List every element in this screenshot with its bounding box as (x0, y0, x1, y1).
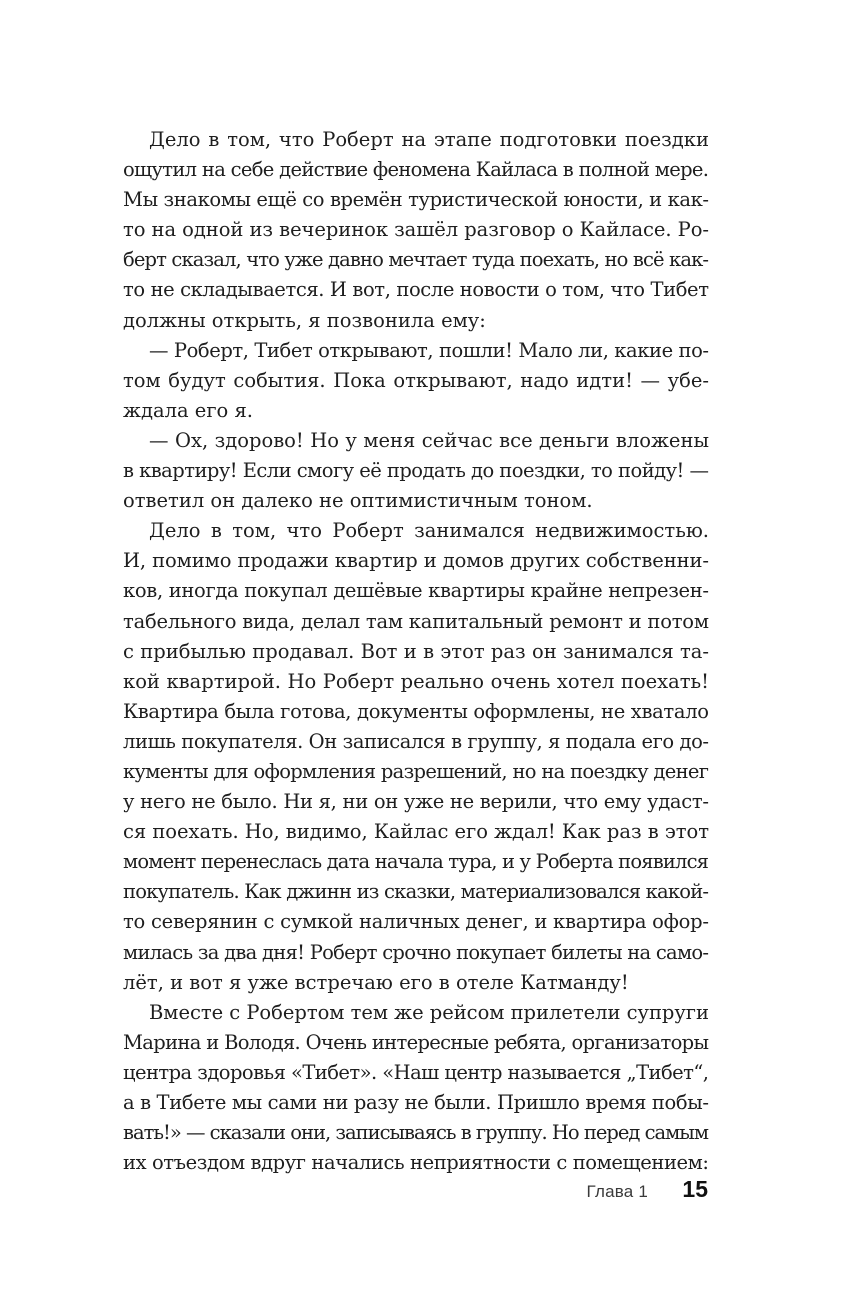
text-line: покупатель. Как джинн из сказки, материализовался какой- (123, 880, 709, 904)
text-line: в квартиру! Если смогу её продать до поездки, то пойду! — (123, 459, 709, 483)
text-line: Квартира была готова, документы оформлены, не хватало (123, 699, 709, 723)
text-line: Дело в том, что Роберт занимался недвижимостью. (149, 519, 709, 543)
text-line: лёт, и вот я уже встречаю его в отеле Катманду! (123, 970, 629, 994)
text-line: ответил он далеко не оптимистичным тоном. (123, 489, 593, 513)
text-line: Марина и Володя. Очень интересные ребята, организаторы (123, 1030, 709, 1054)
text-line: ждала его я. (123, 398, 253, 422)
text-line: ощутил на себе действие феномена Кайласа в полной мере. (123, 158, 709, 182)
text-line: ков, иногда покупал дешёвые квартиры крайне непрезен- (123, 579, 709, 603)
text-line: их отъездом вдруг начались неприятности с помещением: (123, 1151, 709, 1175)
text-line: берт сказал, что уже давно мечтает туда поехать, но всё как- (123, 248, 709, 272)
text-line: кументы для оформления разрешений, но на поездку денег (123, 759, 709, 783)
text-line: то не складывается. И вот, после новости о том, что Тибет (123, 278, 709, 302)
page-footer (560, 1176, 710, 1212)
page-number: 15 (682, 1176, 708, 1202)
text-line: лишь покупателя. Он записался в группу, я подала его до- (123, 729, 709, 753)
text-line: — Ох, здорово! Но у меня сейчас все деньги вложены (149, 428, 709, 452)
body-text (123, 125, 709, 1178)
text-line: центра здоровья «Тибет». «Наш центр называется „Тибет“, (123, 1060, 709, 1084)
text-line: то на одной из вечеринок зашёл разговор о Кайласе. Ро- (123, 218, 709, 242)
text-line: а в Тибете мы сами ни разу не были. Пришло время побы- (123, 1091, 709, 1114)
running-footer-chapter: Глава 1 (586, 1182, 648, 1201)
text-line: кой квартирой. Но Роберт реально очень хотел поехать! (123, 669, 709, 693)
text-line: Мы знакомы ещё со времён туристической юности, и как- (123, 188, 709, 212)
text-line: — Роберт, Тибет открывают, пошли! Мало ли, какие по- (149, 338, 709, 362)
text-line: то северянин с сумкой наличных денег, и квартира офор- (123, 910, 709, 934)
text-line: табельного вида, делал там капитальный ремонт и потом (123, 609, 709, 633)
text-line: момент перенеслась дата начала тура, и у Роберта появился (123, 850, 709, 874)
text-line: с прибылью продавал. Вот и в этот раз он занимался та- (123, 639, 709, 663)
text-line: Дело в том, что Роберт на этапе подготовки поездки (149, 128, 709, 151)
text-line: милась за два дня! Роберт срочно покупает билеты на само- (123, 940, 709, 964)
text-line: должны открыть, я позвонила ему: (123, 308, 486, 332)
text-line: вать!» — сказали они, записываясь в группу. Но перед самым (123, 1121, 708, 1145)
text-line: ся поехать. Но, видимо, Кайлас его ждал! Как раз в этот (123, 820, 709, 844)
text-line: Вместе с Робертом тем же рейсом прилетели супруги (149, 1000, 709, 1024)
text-line: И, помимо продажи квартир и домов других собственни- (123, 549, 709, 573)
text-line: у него не было. Ни я, ни он уже не верили, что ему удаст- (123, 790, 709, 814)
text-line: том будут события. Пока открывают, надо идти! — убе- (123, 368, 709, 392)
